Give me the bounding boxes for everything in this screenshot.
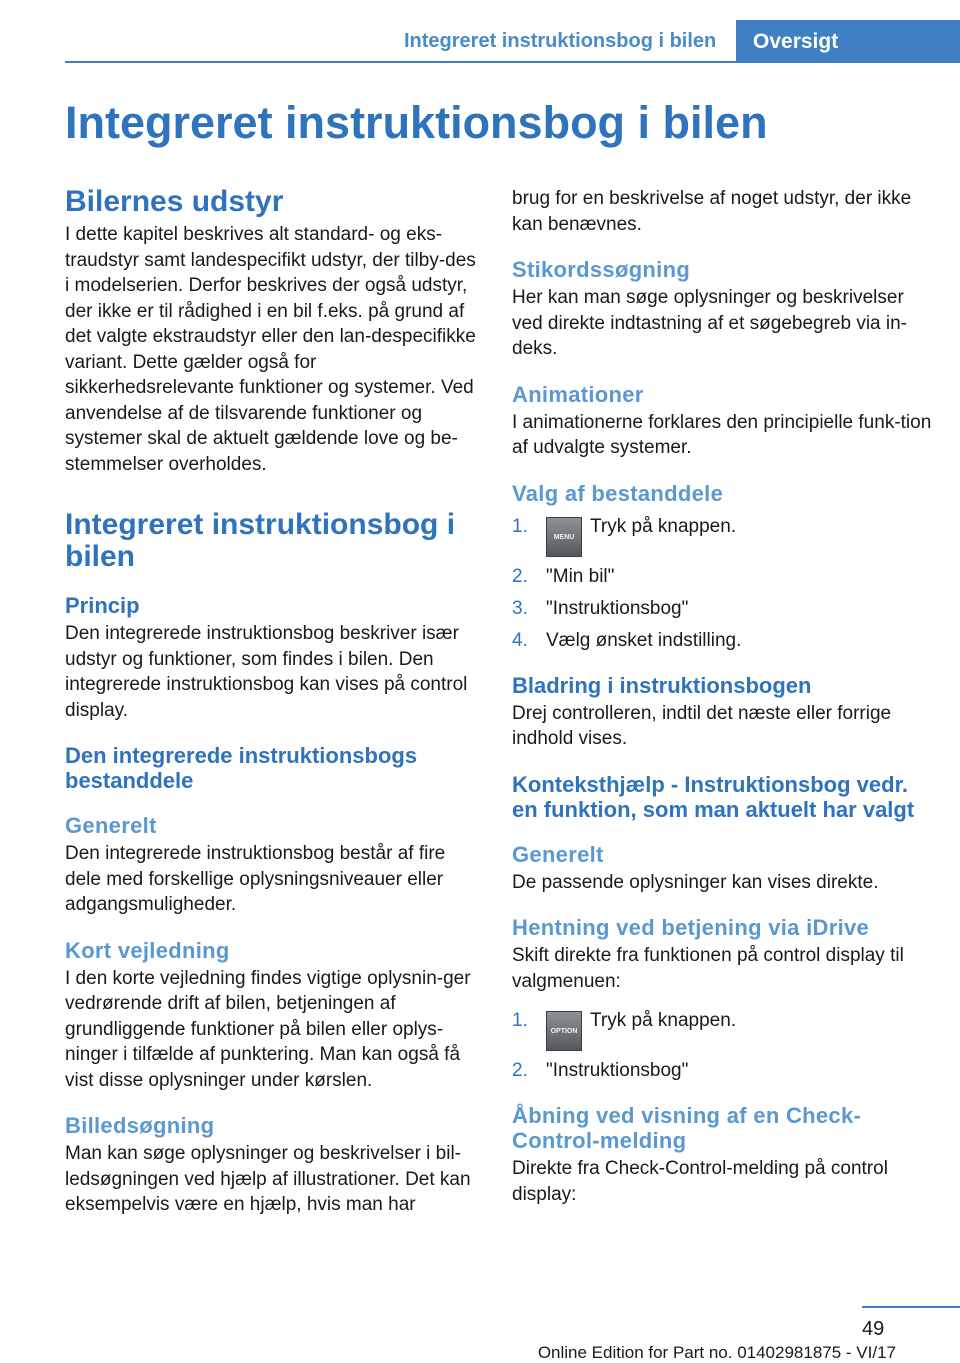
list-item	[512, 1008, 932, 1051]
keyword-search-heading: Stikordssøgning	[512, 257, 691, 282]
header-rule	[65, 61, 960, 63]
list-item	[512, 596, 932, 621]
page-title: Integreret instruktionsbog i bilen	[65, 97, 768, 148]
short-guide-paragraph: I den korte vejledning findes vigtige oplysnin-ger vedrørende drift af bilen, betjeningen af grundliggende funktioner på bilen eller oplys-ninger i tilfælde af punktering. Man kan også få vist disse oplysninger under kørslen.	[65, 967, 471, 1091]
step-text: "Instruktionsbog"	[546, 1060, 689, 1081]
idrive-paragraph: Skift direkte fra funktionen på control display til valgmenuen:	[512, 945, 904, 992]
step-number: 2.	[512, 1060, 528, 1081]
list-item	[512, 1058, 932, 1083]
context-help-heading: Konteksthjælp - Instruktionsbog vedr. en funktion, som man aktuelt har valgt	[512, 771, 915, 822]
browse-heading: Bladring i instruktionsbogen	[512, 672, 812, 698]
image-search-heading: Billedsøgning	[65, 1113, 215, 1138]
edition-footer: Online Edition for Part no. 01402981875 - VI/17	[537, 1343, 896, 1362]
check-control-heading: Åbning ved visning af en Check-Control-melding	[512, 1103, 862, 1153]
check-control-paragraph: Direkte fra Check-Control-melding på control display:	[512, 1158, 888, 1205]
general-paragraph: De passende oplysninger kan vises direkte.	[512, 871, 879, 893]
animations-paragraph: I animationerne forklares den principielle funk-tion af udvalgte systemer.	[512, 411, 932, 458]
step-number: 1.	[512, 1010, 528, 1031]
right-column	[512, 186, 932, 1207]
general-heading: Generelt	[65, 813, 157, 838]
left-column	[65, 186, 485, 1218]
keyword-search-paragraph: Her kan man søge oplysninger og beskrivelser ved direkte indtastning af et søgebegreb via in-deks.	[512, 287, 908, 359]
equipment-heading: Bilernes udstyr	[65, 185, 284, 218]
step-text: Vælg ønsket indstilling.	[546, 629, 742, 651]
step-text: Tryk på knappen.	[590, 1010, 737, 1031]
image-search-paragraph: Man kan søge oplysninger og beskrivelser i bil-ledsøgningen ved hjælp af illustrationer. Det kan eksempelvis være en hjælp, hvis man har	[65, 1143, 471, 1215]
equipment-paragraph: I dette kapitel beskrives alt standard- og eks-traudstyr samt landespecifikt udstyr, der tilby-des i modelserien. Derfor beskrives der også udstyr, der ikke er til rådighed i en bil f.eks. på grund af det valgte ekstraudstyr eller den lan-despecifikke variant. Dette gælder også for sikkerhedsrelevante funktioner og systemer. Ved anvendelse af de tilsvarende funktioner og systemer skal de aktuelt gældende love og be-stemmelser overholdes.	[65, 224, 476, 475]
components-heading: Den integrerede instruktionsbogs bestanddele	[65, 743, 418, 793]
idrive-steps-list	[512, 1008, 932, 1083]
step-text: Tryk på knappen.	[590, 515, 737, 537]
footer-rule	[862, 1306, 960, 1308]
step-number: 4.	[512, 629, 528, 651]
step-text: "Min bil"	[546, 565, 615, 587]
list-item	[512, 514, 932, 557]
general-paragraph: Den integrerede instruktionsbog består af fire dele med forskellige oplysningsniveauer eller adgangsmuligheder.	[65, 843, 446, 915]
menu-button-icon: MENU	[546, 517, 582, 557]
list-item	[512, 628, 932, 653]
principle-paragraph: Den integrerede instruktionsbog beskriver især udstyr og funktioner, som findes i bilen. Den integrerede instruktionsbog kan vises på control display.	[65, 623, 468, 721]
list-item	[512, 564, 932, 589]
step-number: 1.	[512, 515, 528, 537]
continued-paragraph: brug for en beskrivelse af noget udstyr, der ikke kan benævnes.	[512, 188, 912, 235]
idrive-heading: Hentning ved betjening via iDrive	[512, 915, 870, 940]
page-number: 49	[862, 1318, 885, 1340]
step-number: 3.	[512, 597, 528, 619]
animations-heading: Animationer	[512, 381, 644, 407]
select-steps-list	[512, 514, 932, 653]
header-tab-overview: Oversigt	[736, 20, 960, 62]
principle-heading: Princip	[65, 593, 140, 618]
general-heading: Generelt	[512, 841, 604, 867]
select-components-heading: Valg af bestanddele	[512, 480, 724, 506]
step-number: 2.	[512, 565, 528, 587]
header-section-title: Integreret instruktionsbog i bilen	[404, 30, 717, 52]
browse-paragraph: Drej controlleren, indtil det næste eller forrige indhold vises.	[512, 702, 892, 749]
manual-heading: Integreret instruktionsbog i bilen	[65, 508, 456, 573]
option-button-icon: OPTION	[546, 1011, 582, 1051]
step-text: "Instruktionsbog"	[546, 597, 689, 619]
short-guide-heading: Kort vejledning	[65, 937, 230, 963]
